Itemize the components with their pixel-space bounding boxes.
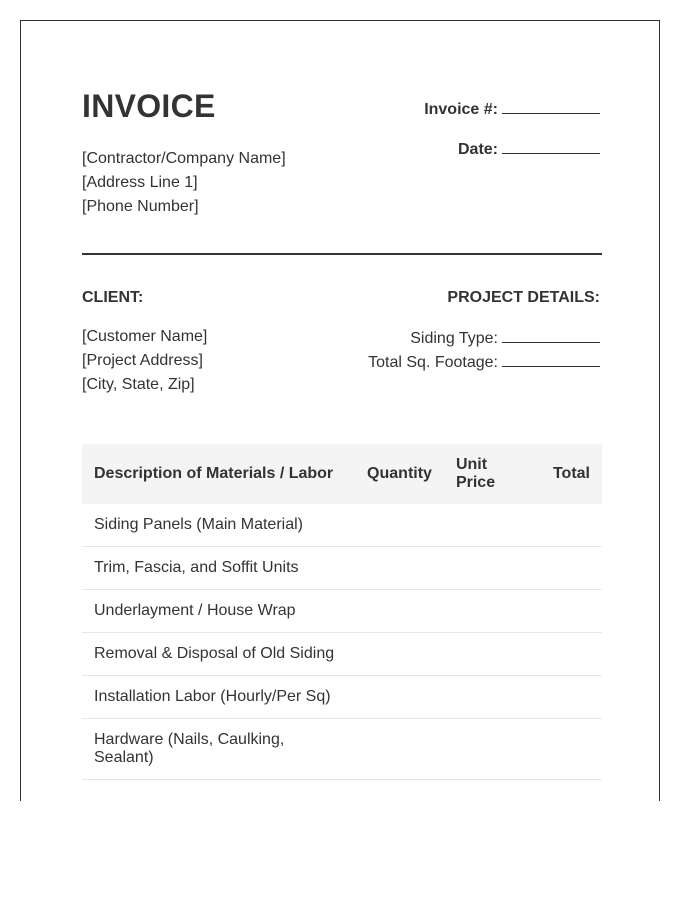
project-details-block [280, 327, 600, 375]
header-total: Total [534, 444, 602, 504]
row-total[interactable] [534, 504, 602, 547]
siding-type-blank[interactable] [502, 328, 600, 343]
row-quantity[interactable] [355, 676, 444, 719]
contractor-phone: [Phone Number] [82, 198, 199, 215]
row-unit-price[interactable] [444, 590, 534, 633]
row-description: Siding Panels (Main Material) [82, 504, 355, 547]
table-header-row [82, 444, 602, 504]
table-row [82, 590, 602, 633]
siding-type-field [280, 327, 600, 351]
siding-type-label: Siding Type: [410, 330, 498, 347]
row-total[interactable] [534, 676, 602, 719]
table-row [82, 504, 602, 547]
row-quantity[interactable] [355, 547, 444, 590]
row-total[interactable] [534, 590, 602, 633]
invoice-title: INVOICE [82, 88, 216, 124]
header-description: Description of Materials / Labor [82, 444, 355, 504]
header-quantity: Quantity [355, 444, 444, 504]
table-row [82, 676, 602, 719]
header-divider [82, 253, 602, 255]
project-details-heading: PROJECT DETAILS: [447, 289, 600, 306]
row-quantity[interactable] [355, 590, 444, 633]
table-row [82, 633, 602, 676]
sq-footage-blank[interactable] [502, 352, 600, 367]
client-heading: CLIENT: [82, 289, 144, 306]
invoice-number-blank[interactable] [502, 99, 600, 114]
table-row [82, 547, 602, 590]
client-city-state-zip: [City, State, Zip] [82, 376, 195, 393]
row-total[interactable] [534, 547, 602, 590]
date-blank[interactable] [502, 139, 600, 154]
row-description: Installation Labor (Hourly/Per Sq) [82, 676, 355, 719]
row-unit-price[interactable] [444, 676, 534, 719]
row-description: Removal & Disposal of Old Siding [82, 633, 355, 676]
row-description: Underlayment / House Wrap [82, 590, 355, 633]
invoice-page [20, 20, 660, 801]
row-unit-price[interactable] [444, 504, 534, 547]
contractor-address: [Address Line 1] [82, 174, 198, 191]
sq-footage-label: Total Sq. Footage: [368, 354, 498, 371]
row-description: Trim, Fascia, and Soffit Units [82, 547, 355, 590]
row-quantity[interactable] [355, 633, 444, 676]
project-address: [Project Address] [82, 352, 203, 369]
row-quantity[interactable] [355, 504, 444, 547]
contractor-block [82, 147, 286, 219]
row-unit-price[interactable] [444, 719, 534, 780]
customer-name: [Customer Name] [82, 328, 208, 345]
invoice-number-field [280, 99, 600, 120]
date-label: Date: [457, 141, 498, 158]
row-unit-price[interactable] [444, 547, 534, 590]
line-items-table [82, 444, 602, 780]
sq-footage-field [280, 351, 600, 375]
row-total[interactable] [534, 719, 602, 780]
contractor-name: [Contractor/Company Name] [82, 150, 286, 167]
row-unit-price[interactable] [444, 633, 534, 676]
row-description: Hardware (Nails, Caulking, Sealant) [82, 719, 355, 780]
client-block [82, 325, 207, 397]
date-field [280, 139, 600, 160]
table-row [82, 719, 602, 780]
row-quantity[interactable] [355, 719, 444, 780]
header-unit-price: Unit Price [444, 444, 534, 504]
row-total[interactable] [534, 633, 602, 676]
invoice-number-label: Invoice #: [424, 101, 498, 118]
